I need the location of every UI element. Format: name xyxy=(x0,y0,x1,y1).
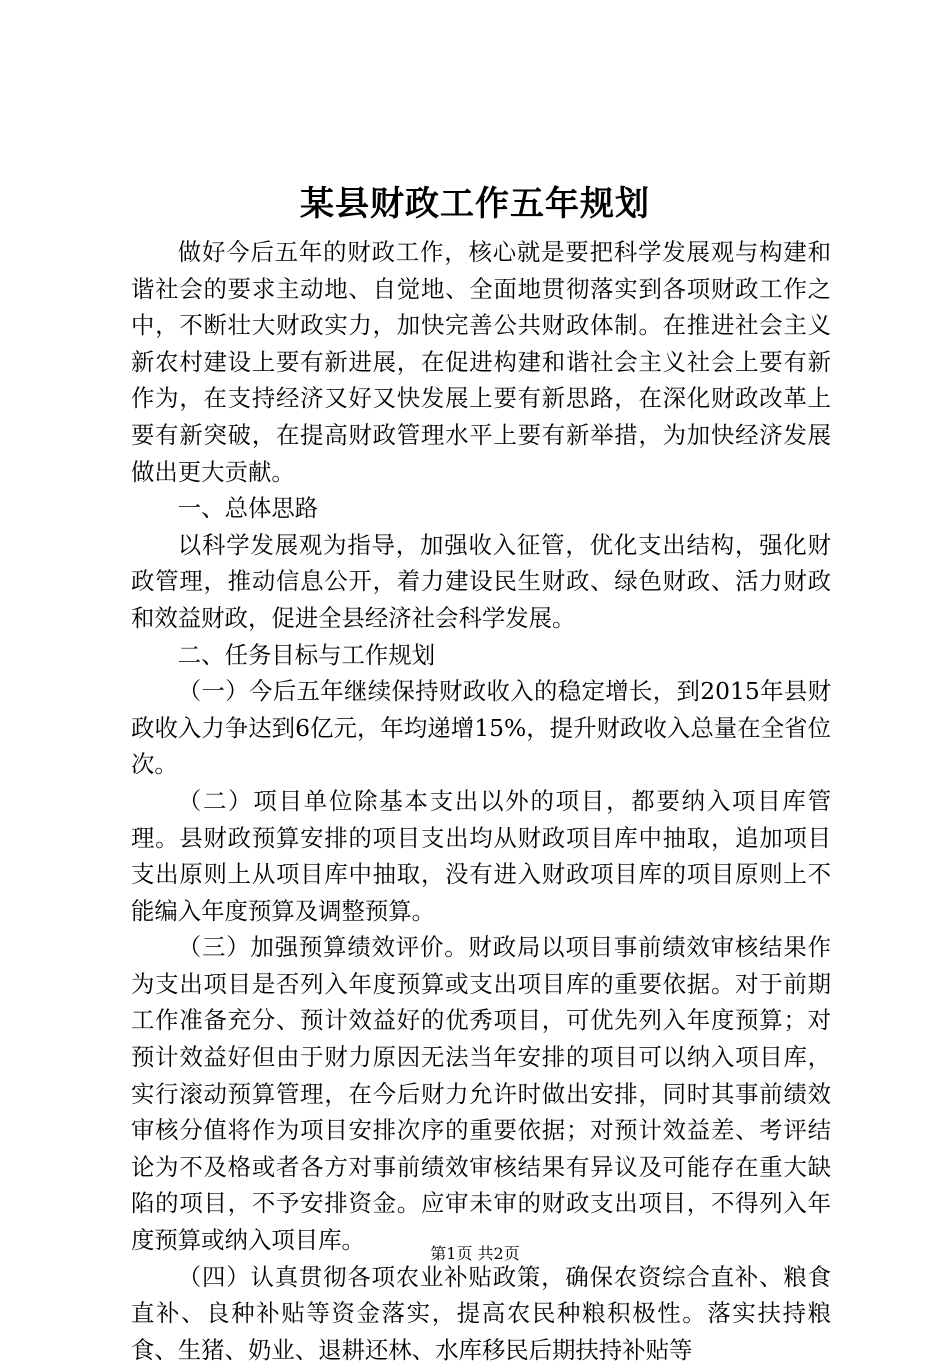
section-heading-tasks-goals: 二、任务目标与工作规划 xyxy=(177,640,436,669)
paragraph-item-2: （二）项目单位除基本支出以外的项目，都要纳入项目库管理。县财政预算安排的项目支出均从财政项目库中抽取，追加项目支出原则上从项目库中抽取，没有进入财政项目库的项目原则上不能编入年度预算及调整预算。 xyxy=(131,786,831,925)
paragraph-overall-approach: 以科学发展观为指导，加强收入征管，优化支出结构，强化财政管理，推动信息公开，着力建设民生财政、绿色财政、活力财政和效益财政，促进全县经济社会科学发展。 xyxy=(131,530,831,632)
paragraph-item-3: （三）加强预算绩效评价。财政局以项目事前绩效审核结果作为支出项目是否列入年度预算或支出项目库的重要依据。对于前期工作准备充分、预计效益好的优秀项目，可优先列入年度预算；对预计效益好但由于财力原因无法当年安排的项目可以纳入项目库，实行滚动预算管理，在今后财力允许时做出安排，同时其事前绩效审核分值将作为项目安排次序的重要依据；对预计效益差、考评结论为不及格或者各方对事前绩效审核结果有异议及可能存在重大缺陷的项目，不予安排资金。应审未审的财政支出项目，不得列入年度预算或纳入项目库。 xyxy=(131,933,831,1255)
page-footer: 第1页 共2页 xyxy=(430,1244,520,1263)
document-body xyxy=(131,234,831,1368)
section-heading-overall-approach: 一、总体思路 xyxy=(177,494,319,523)
paragraph-item-1: （一）今后五年继续保持财政收入的稳定增长，到2015年县财政收入力争达到6亿元，年均递增15%，提升财政收入总量在全省位次。 xyxy=(131,677,831,779)
paragraph-intro: 做好今后五年的财政工作，核心就是要把科学发展观与构建和谐社会的要求主动地、自觉地、全面地贯彻落实到各项财政工作之中，不断壮大财政实力，加快完善公共财政体制。在推进社会主义新农村建设上要有新进展，在促进构建和谐社会主义社会上要有新作为，在支持经济又好又快发展上要有新思路，在深化财政改革上要有新突破，在提高财政管理水平上要有新举措，为加快经济发展做出更大贡献。 xyxy=(131,238,831,486)
document-title: 某县财政工作五年规划 xyxy=(300,184,650,224)
paragraph-item-4: （四）认真贯彻各项农业补贴政策，确保农资综合直补、粮食直补、良种补贴等资金落实，提高农民种粮积极性。落实扶持粮食、生猪、奶业、退耕还林、水库移民后期扶持补贴等 xyxy=(131,1262,831,1364)
